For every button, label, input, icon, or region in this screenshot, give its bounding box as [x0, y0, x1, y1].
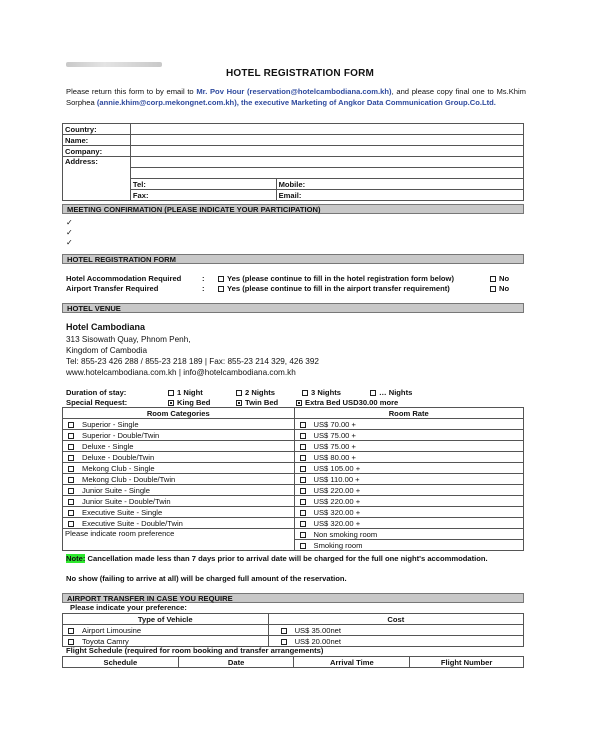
vehicle-cost: US$ 35.00net — [294, 625, 342, 635]
room-row — [63, 419, 524, 430]
room-rate-cell[interactable] — [294, 463, 524, 474]
tel-field[interactable] — [130, 179, 276, 190]
checkbox-icon[interactable] — [300, 455, 306, 461]
schedule-header: Schedule — [63, 657, 179, 668]
accommodation-yes-option[interactable] — [218, 274, 454, 284]
airport-preference-label: Please indicate your preference: — [70, 603, 187, 612]
fax-label: Fax: — [132, 190, 149, 200]
checkbox-icon[interactable] — [300, 532, 306, 538]
room-rate-value: US$ 220.00 + — [313, 485, 361, 495]
room-row — [63, 430, 524, 441]
room-category-name: Executive Suite - Single — [82, 507, 163, 517]
fax-field[interactable] — [130, 190, 276, 201]
accommodation-label: Hotel Accommodation Required — [66, 274, 182, 283]
room-category-name: Superior - Single — [82, 419, 139, 429]
meeting-check-3[interactable]: ✓ — [66, 238, 73, 247]
checkbox-icon[interactable] — [168, 390, 174, 396]
vehicle-name: Airport Limousine — [82, 625, 142, 635]
arrival-time-header: Arrival Time — [294, 657, 410, 668]
checkbox-icon[interactable] — [300, 433, 306, 439]
checkbox-icon[interactable] — [490, 286, 496, 292]
vehicle-cost-cell[interactable] — [268, 625, 523, 636]
night-option-3-label: 3 Nights — [311, 388, 341, 397]
company-field[interactable] — [130, 146, 523, 157]
night-option-2-label: 2 Nights — [245, 388, 275, 397]
duration-label: Duration of stay: — [66, 388, 127, 397]
checkbox-icon[interactable] — [300, 510, 306, 516]
checkbox-icon[interactable] — [68, 455, 74, 461]
hotel-venue-header: HOTEL VENUE — [62, 303, 524, 313]
room-rate-value: US$ 105.00 + — [313, 463, 361, 473]
checkbox-icon[interactable] — [168, 400, 174, 406]
checkbox-icon[interactable] — [302, 390, 308, 396]
mobile-label: Mobile: — [278, 179, 306, 189]
room-category-name: Junior Suite - Single — [82, 485, 150, 495]
intro-text-2: , and please copy final one to Ms.Khim Sorphea — [66, 87, 526, 107]
room-category-name: Deluxe - Double/Twin — [82, 452, 155, 462]
meeting-section-header: MEETING CONFIRMATION (PLEASE INDICATE YOUR PARTICIPATION) — [62, 204, 524, 214]
room-rate-value: US$ 320.00 + — [313, 507, 361, 517]
transfer-no-option[interactable] — [490, 284, 509, 294]
venue-address-1: 313 Sisowath Quay, Phnom Penh, — [66, 335, 191, 344]
vehicle-cost-header: Cost — [268, 614, 523, 625]
room-rate-cell[interactable] — [294, 496, 524, 507]
room-rate-value: US$ 75.00 + — [313, 441, 356, 451]
faded-logo — [66, 62, 162, 67]
room-category-cell[interactable] — [63, 463, 295, 474]
vehicle-name: Toyota Camry — [82, 636, 129, 646]
checkbox-icon[interactable] — [68, 477, 74, 483]
room-preference-row — [63, 529, 524, 540]
checkbox-icon[interactable] — [300, 543, 306, 549]
email-field[interactable] — [276, 190, 523, 201]
checkbox-icon[interactable] — [68, 628, 74, 634]
room-category-cell[interactable] — [63, 419, 295, 430]
night-option-1[interactable] — [168, 388, 203, 398]
room-preference-label: Please indicate room preference — [63, 529, 295, 551]
tel-label: Tel: — [132, 179, 146, 189]
room-category-name: Junior Suite - Double/Twin — [82, 496, 171, 506]
transfer-no-label: No — [499, 284, 510, 293]
meeting-check-1[interactable]: ✓ — [66, 218, 73, 227]
vehicle-row — [63, 636, 524, 647]
room-row — [63, 474, 524, 485]
room-row — [63, 518, 524, 529]
room-rate-cell[interactable] — [294, 507, 524, 518]
checkbox-icon[interactable] — [300, 499, 306, 505]
checkbox-icon[interactable] — [68, 422, 74, 428]
checkbox-icon[interactable] — [218, 276, 224, 282]
room-category-header: Room Categories — [63, 408, 295, 419]
room-row — [63, 441, 524, 452]
special-request-label: Special Request: — [66, 398, 128, 407]
room-category-cell[interactable] — [63, 474, 295, 485]
vehicle-cost: US$ 20.00net — [294, 636, 342, 646]
room-row — [63, 452, 524, 463]
country-label: Country: — [63, 124, 131, 135]
vehicle-type-header: Type of Vehicle — [63, 614, 269, 625]
flight-schedule-table — [62, 656, 524, 668]
checkbox-icon[interactable] — [236, 400, 242, 406]
night-option-3[interactable] — [302, 388, 341, 398]
room-rate-value: US$ 70.00 + — [313, 419, 356, 429]
room-rate-cell[interactable] — [294, 441, 524, 452]
king-bed-label: King Bed — [177, 398, 211, 407]
checkbox-icon[interactable] — [218, 286, 224, 292]
room-rate-value: US$ 80.00 + — [313, 452, 356, 462]
room-rate-cell[interactable] — [294, 474, 524, 485]
checkbox-icon[interactable] — [490, 276, 496, 282]
smoking-option[interactable] — [294, 540, 524, 551]
checkbox-icon[interactable] — [281, 628, 287, 634]
address-field-1[interactable] — [130, 157, 523, 168]
checkbox-icon[interactable] — [300, 488, 306, 494]
twin-bed-label: Twin Bed — [245, 398, 279, 407]
room-category-cell[interactable] — [63, 496, 295, 507]
accommodation-no-option[interactable] — [490, 274, 509, 284]
contact-details-table — [62, 123, 524, 201]
room-rate-cell[interactable] — [294, 485, 524, 496]
room-rate-value: US$ 220.00 + — [313, 496, 361, 506]
room-row — [63, 485, 524, 496]
room-rate-value: US$ 110.00 + — [313, 474, 360, 484]
room-category-name: Mekong Club - Single — [82, 463, 155, 473]
checkbox-icon[interactable] — [300, 422, 306, 428]
room-rate-cell[interactable] — [294, 430, 524, 441]
vehicle-table — [62, 613, 524, 647]
intro-text-1: Please return this form to by email to — [66, 87, 197, 96]
checkbox-icon[interactable] — [370, 390, 376, 396]
room-rate-value: US$ 75.00 + — [313, 430, 356, 440]
non-smoking-option[interactable] — [294, 529, 524, 540]
address-label: Address: — [63, 157, 131, 201]
night-option-4[interactable] — [370, 388, 412, 398]
venue-web: www.hotelcambodiana.com.kh | info@hotelcambodiana.com.kh — [66, 368, 296, 377]
date-header: Date — [178, 657, 294, 668]
night-option-2[interactable] — [236, 388, 275, 398]
non-smoking-label: Non smoking room — [313, 529, 378, 539]
email-label: Email: — [278, 190, 302, 200]
room-category-cell[interactable] — [63, 518, 295, 529]
room-category-cell[interactable] — [63, 452, 295, 463]
name-field[interactable] — [130, 135, 523, 146]
address-field-2[interactable] — [130, 168, 523, 179]
room-category-name: Executive Suite - Double/Twin — [82, 518, 183, 528]
extra-bed-label: Extra Bed USD30.00 more — [305, 398, 399, 407]
vehicle-option[interactable] — [63, 625, 269, 636]
checkbox-icon[interactable] — [300, 521, 306, 527]
checkbox-icon[interactable] — [68, 521, 74, 527]
room-category-name: Mekong Club - Double/Twin — [82, 474, 176, 484]
company-label: Company: — [63, 146, 131, 157]
intro-contact-1: Mr. Pov Hour (reservation@hotelcambodiana.com.kh) — [196, 87, 392, 96]
checkbox-icon[interactable] — [68, 488, 74, 494]
vehicle-cost-cell[interactable] — [268, 636, 523, 647]
intro-paragraph — [66, 87, 526, 108]
venue-name: Hotel Cambodiana — [66, 322, 146, 332]
accommodation-no-label: No — [499, 274, 510, 283]
mobile-field[interactable] — [276, 179, 523, 190]
note-label: Note: — [66, 554, 86, 563]
room-category-cell[interactable] — [63, 485, 295, 496]
transfer-colon: : — [202, 284, 205, 293]
night-option-1-label: 1 Night — [177, 388, 203, 397]
checkbox-icon[interactable] — [68, 510, 74, 516]
venue-address-2: Kingdom of Cambodia — [66, 346, 148, 355]
form-title: HOTEL REGISTRATION FORM — [225, 68, 375, 79]
room-category-cell[interactable] — [63, 507, 295, 518]
flight-schedule-label: Flight Schedule (required for room booking and transfer arrangements) — [66, 646, 324, 655]
room-row — [63, 496, 524, 507]
checkbox-icon[interactable] — [68, 433, 74, 439]
accommodation-yes-label: Yes (please continue to fill in the hotel registration form below) — [227, 274, 454, 283]
airport-transfer-header: AIRPORT TRANSFER IN CASE YOU REQUIRE — [62, 593, 524, 603]
room-rate-cell[interactable] — [294, 419, 524, 430]
checkbox-icon[interactable] — [300, 444, 306, 450]
room-rate-value: US$ 320.00 + — [313, 518, 361, 528]
accommodation-colon: : — [202, 274, 205, 283]
night-option-4-label: … Nights — [379, 388, 413, 397]
transfer-label: Airport Transfer Required — [66, 284, 159, 293]
room-category-cell[interactable] — [63, 441, 295, 452]
room-rate-cell[interactable] — [294, 452, 524, 463]
vehicle-row — [63, 625, 524, 636]
checkbox-icon[interactable] — [68, 639, 74, 645]
cancellation-text: Cancellation made less than 7 days prior to arrival date will be charged for the full one night's accommodation. — [85, 554, 488, 563]
meeting-check-2[interactable]: ✓ — [66, 228, 73, 237]
intro-contact-2: (annie.khim@corp.mekongnet.com.kh), the executive Marketing of Angkor Data Communication Group.Co.Ltd. — [96, 97, 496, 107]
room-rate-header: Room Rate — [294, 408, 524, 419]
room-rates-table — [62, 407, 524, 551]
checkbox-icon[interactable] — [68, 499, 74, 505]
vehicle-option[interactable] — [63, 636, 269, 647]
transfer-yes-option[interactable] — [218, 284, 450, 294]
checkbox-icon[interactable] — [68, 444, 74, 450]
checkbox-icon[interactable] — [296, 400, 302, 406]
checkbox-icon[interactable] — [236, 390, 242, 396]
transfer-yes-label: Yes (please continue to fill in the airport transfer requirement) — [227, 284, 450, 293]
country-field[interactable] — [130, 124, 523, 135]
flight-number-header: Flight Number — [410, 657, 524, 668]
room-row — [63, 463, 524, 474]
name-label: Name: — [63, 135, 131, 146]
cancellation-note — [66, 554, 488, 564]
checkbox-icon[interactable] — [281, 639, 287, 645]
checkbox-icon[interactable] — [68, 466, 74, 472]
room-category-cell[interactable] — [63, 430, 295, 441]
smoking-label: Smoking room — [313, 540, 363, 550]
checkbox-icon[interactable] — [300, 477, 306, 483]
room-category-name: Deluxe - Single — [82, 441, 134, 451]
venue-phone: Tel: 855-23 426 288 / 855-23 218 189 | Fax: 855-23 214 329, 426 392 — [66, 357, 319, 366]
checkbox-icon[interactable] — [300, 466, 306, 472]
hotel-registration-header: HOTEL REGISTRATION FORM — [62, 254, 524, 264]
room-rate-cell[interactable] — [294, 518, 524, 529]
room-row — [63, 507, 524, 518]
no-show-note: No show (failing to arrive at all) will be charged full amount of the reservation. — [66, 574, 347, 583]
room-category-name: Superior - Double/Twin — [82, 430, 160, 440]
